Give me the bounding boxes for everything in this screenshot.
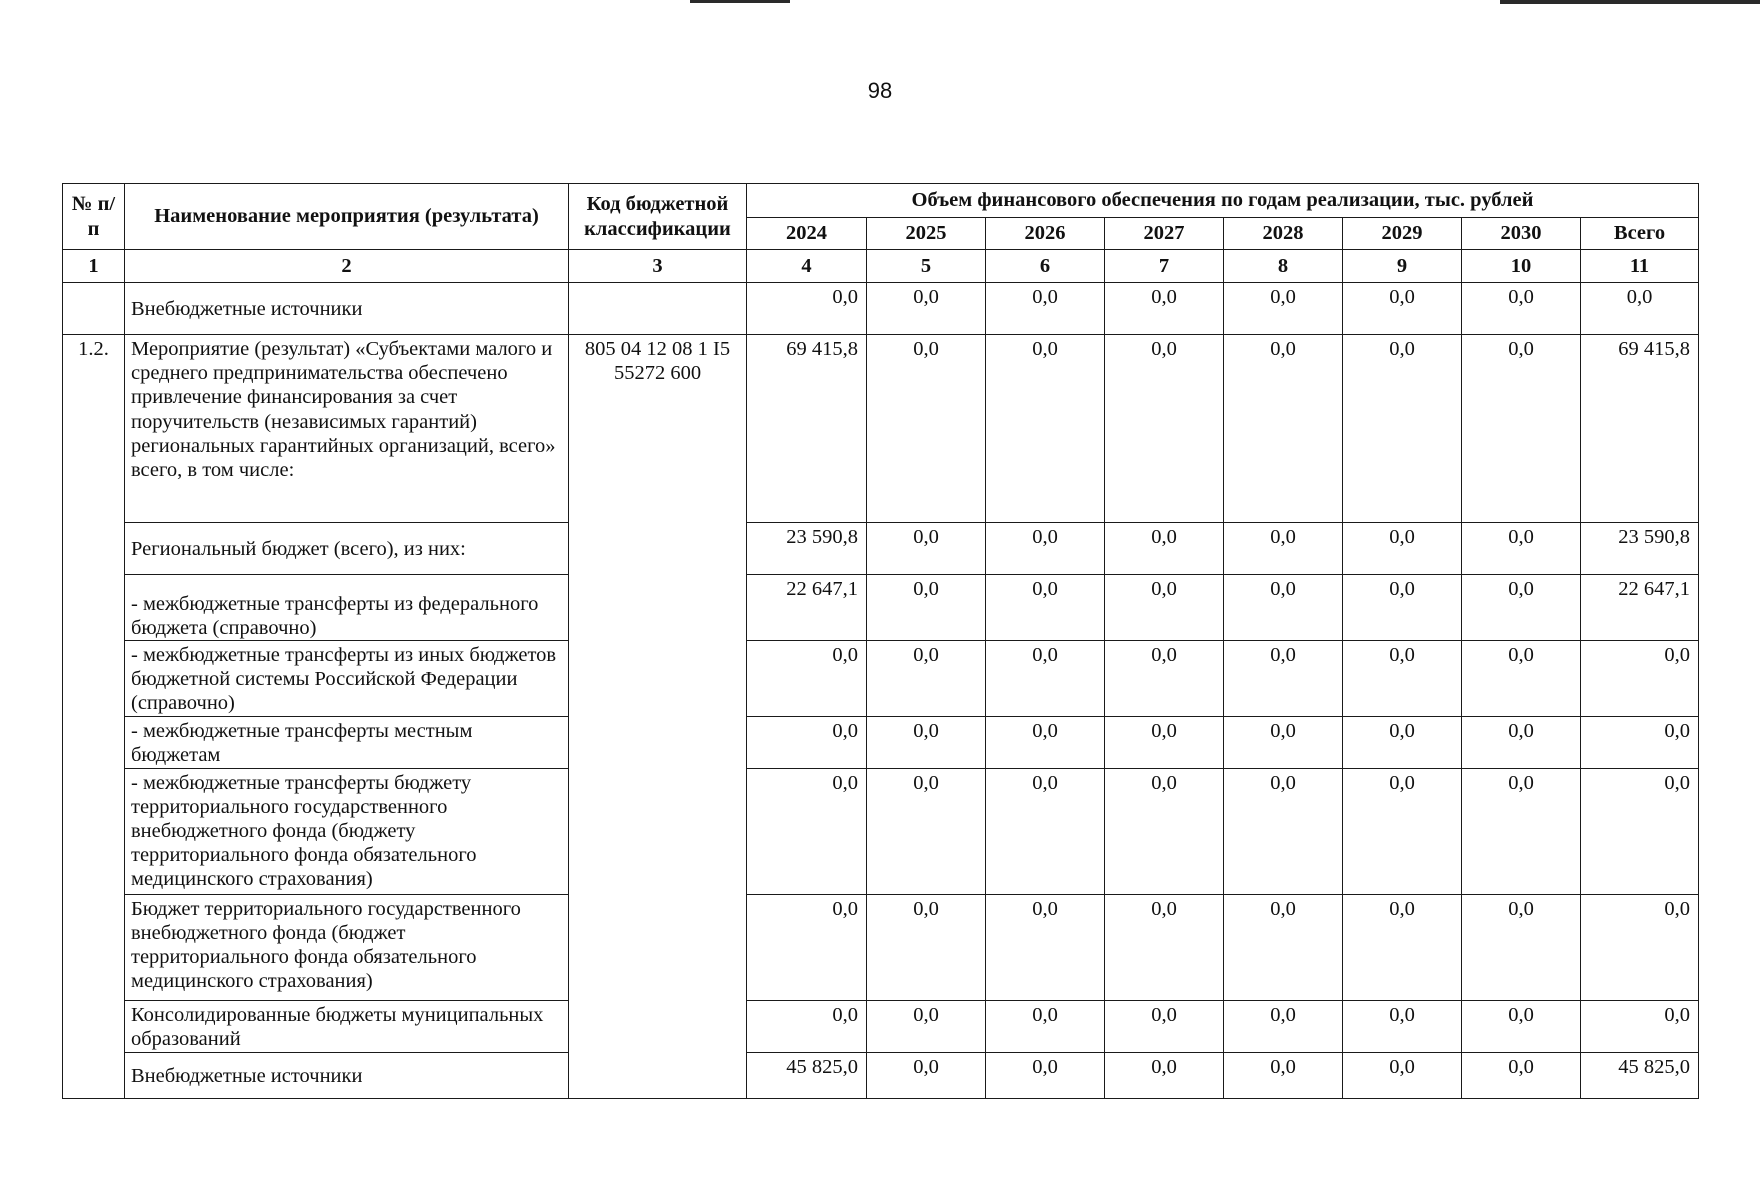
value-cell: 0,0 <box>867 575 986 641</box>
value-cell: 0,0 <box>1224 641 1343 717</box>
value-cell: 0,0 <box>867 335 986 523</box>
value-cell: 0,0 <box>747 641 867 717</box>
row-name: Внебюджетные источники <box>125 283 569 335</box>
value-cell: 0,0 <box>1581 283 1699 335</box>
column-number: 6 <box>986 250 1105 283</box>
total-cell: 0,0 <box>1581 1000 1699 1052</box>
column-number: 8 <box>1224 250 1343 283</box>
row-name: Мероприятие (результат) «Субъектами малого и среднего предпринимательства обеспечено привлечение финансирования за счет поручительств (независимых гарантий) региональных гарантийных организаций, всего» всего, в том числе: <box>125 335 569 523</box>
item-number: 1.2. <box>63 335 125 1099</box>
header-year: 2024 <box>747 218 867 250</box>
value-cell: 0,0 <box>1462 523 1581 575</box>
value-cell: 0,0 <box>1343 768 1462 894</box>
value-cell: 0,0 <box>867 894 986 1000</box>
column-number: 3 <box>569 250 747 283</box>
table-row <box>63 894 1699 1000</box>
value-cell: 0,0 <box>747 716 867 768</box>
value-cell: 0,0 <box>1343 716 1462 768</box>
scan-edge-line <box>1500 0 1760 4</box>
budget-table <box>62 183 1699 1099</box>
table-row <box>63 575 1699 641</box>
value-cell: 0,0 <box>986 641 1105 717</box>
column-number: 7 <box>1105 250 1224 283</box>
value-cell: 0,0 <box>1343 1000 1462 1052</box>
column-number: 2 <box>125 250 569 283</box>
value-cell: 0,0 <box>1343 575 1462 641</box>
column-number: 9 <box>1343 250 1462 283</box>
row-name: Консолидированные бюджеты муниципальных образований <box>125 1000 569 1052</box>
table-row <box>63 1052 1699 1098</box>
value-cell: 0,0 <box>1462 1052 1581 1098</box>
header-row-1 <box>63 184 1699 218</box>
value-cell: 0,0 <box>1224 894 1343 1000</box>
column-number: 11 <box>1581 250 1699 283</box>
value-cell: 0,0 <box>1224 283 1343 335</box>
row-name: - межбюджетные трансферты из федерального бюджета (справочно) <box>125 575 569 641</box>
value-cell: 0,0 <box>1462 894 1581 1000</box>
value-cell: 0,0 <box>1343 1052 1462 1098</box>
table-row <box>63 768 1699 894</box>
value-cell: 0,0 <box>1462 335 1581 523</box>
page-number: 98 <box>867 78 893 103</box>
value-cell: 69 415,8 <box>747 335 867 523</box>
value-cell: 0,0 <box>1105 716 1224 768</box>
value-cell: 0,0 <box>1105 768 1224 894</box>
value-cell: 0,0 <box>1224 523 1343 575</box>
header-year: 2025 <box>867 218 986 250</box>
row-code-cell <box>569 283 747 335</box>
row-name: - межбюджетные трансферты из иных бюджетов бюджетной системы Российской Федерации (справочно) <box>125 641 569 717</box>
value-cell: 0,0 <box>1105 894 1224 1000</box>
value-cell: 0,0 <box>867 1000 986 1052</box>
scan-edge-line <box>690 0 790 3</box>
value-cell: 0,0 <box>1462 716 1581 768</box>
total-cell: 45 825,0 <box>1581 1052 1699 1098</box>
row-name: Бюджет территориального государственного внебюджетного фонда (бюджет территориального фонда обязательного медицинского страхования) <box>125 894 569 1000</box>
value-cell: 0,0 <box>986 1052 1105 1098</box>
row-name: Региональный бюджет (всего), из них: <box>125 523 569 575</box>
row-name: Внебюджетные источники <box>125 1052 569 1098</box>
value-cell: 0,0 <box>1224 716 1343 768</box>
total-cell: 22 647,1 <box>1581 575 1699 641</box>
total-cell: 69 415,8 <box>1581 335 1699 523</box>
value-cell: 0,0 <box>747 283 867 335</box>
value-cell: 0,0 <box>867 768 986 894</box>
total-cell: 0,0 <box>1581 768 1699 894</box>
value-cell: 0,0 <box>1224 575 1343 641</box>
value-cell: 0,0 <box>986 768 1105 894</box>
value-cell: 22 647,1 <box>747 575 867 641</box>
table-row <box>63 716 1699 768</box>
value-cell: 0,0 <box>1462 1000 1581 1052</box>
budget-code: 805 04 12 08 1 I5 55272 600 <box>569 335 747 1099</box>
header-number: № п/п <box>63 184 125 250</box>
value-cell: 0,0 <box>747 1000 867 1052</box>
header-year: 2029 <box>1343 218 1462 250</box>
column-number-row <box>63 250 1699 283</box>
value-cell: 0,0 <box>1462 641 1581 717</box>
value-cell: 0,0 <box>1224 335 1343 523</box>
value-cell: 0,0 <box>1105 283 1224 335</box>
value-cell: 0,0 <box>1224 1000 1343 1052</box>
value-cell: 0,0 <box>986 1000 1105 1052</box>
header-year: 2027 <box>1105 218 1224 250</box>
total-cell: 0,0 <box>1581 894 1699 1000</box>
column-number: 10 <box>1462 250 1581 283</box>
value-cell: 0,0 <box>986 575 1105 641</box>
total-cell: 0,0 <box>1581 641 1699 717</box>
value-cell: 0,0 <box>986 894 1105 1000</box>
table-row <box>63 1000 1699 1052</box>
value-cell: 0,0 <box>1105 1000 1224 1052</box>
table-row <box>63 283 1699 335</box>
value-cell: 0,0 <box>1462 768 1581 894</box>
value-cell: 0,0 <box>1105 1052 1224 1098</box>
value-cell: 0,0 <box>867 641 986 717</box>
value-cell: 0,0 <box>1105 523 1224 575</box>
header-code: Код бюджетной классификации <box>569 184 747 250</box>
header-year: 2030 <box>1462 218 1581 250</box>
value-cell: 0,0 <box>1343 523 1462 575</box>
column-number: 4 <box>747 250 867 283</box>
value-cell: 0,0 <box>1343 641 1462 717</box>
value-cell: 0,0 <box>747 894 867 1000</box>
value-cell: 0,0 <box>1105 641 1224 717</box>
value-cell: 0,0 <box>986 716 1105 768</box>
value-cell: 0,0 <box>867 1052 986 1098</box>
header-total: Всего <box>1581 218 1699 250</box>
row-number-cell <box>63 283 125 335</box>
table-row <box>63 335 1699 523</box>
value-cell: 0,0 <box>1343 283 1462 335</box>
value-cell: 0,0 <box>1462 283 1581 335</box>
column-number: 5 <box>867 250 986 283</box>
value-cell: 45 825,0 <box>747 1052 867 1098</box>
value-cell: 0,0 <box>747 768 867 894</box>
value-cell: 23 590,8 <box>747 523 867 575</box>
value-cell: 0,0 <box>1343 894 1462 1000</box>
total-cell: 0,0 <box>1581 716 1699 768</box>
value-cell: 0,0 <box>867 716 986 768</box>
header-volume: Объем финансового обеспечения по годам реализации, тыс. рублей <box>747 184 1699 218</box>
column-number: 1 <box>63 250 125 283</box>
value-cell: 0,0 <box>1224 1052 1343 1098</box>
value-cell: 0,0 <box>1105 575 1224 641</box>
value-cell: 0,0 <box>986 335 1105 523</box>
header-year: 2028 <box>1224 218 1343 250</box>
table-row <box>63 523 1699 575</box>
value-cell: 0,0 <box>867 283 986 335</box>
value-cell: 0,0 <box>986 523 1105 575</box>
value-cell: 0,0 <box>986 283 1105 335</box>
value-cell: 0,0 <box>867 523 986 575</box>
value-cell: 0,0 <box>1462 575 1581 641</box>
header-name: Наименование мероприятия (результата) <box>125 184 569 250</box>
value-cell: 0,0 <box>1343 335 1462 523</box>
header-year: 2026 <box>986 218 1105 250</box>
table-row <box>63 641 1699 717</box>
row-name: - межбюджетные трансферты местным бюджетам <box>125 716 569 768</box>
total-cell: 23 590,8 <box>1581 523 1699 575</box>
value-cell: 0,0 <box>1224 768 1343 894</box>
value-cell: 0,0 <box>1105 335 1224 523</box>
row-name: - межбюджетные трансферты бюджету территориального государственного внебюджетного фонда (бюджету территориального фонда обязательного медицинского страхования) <box>125 768 569 894</box>
